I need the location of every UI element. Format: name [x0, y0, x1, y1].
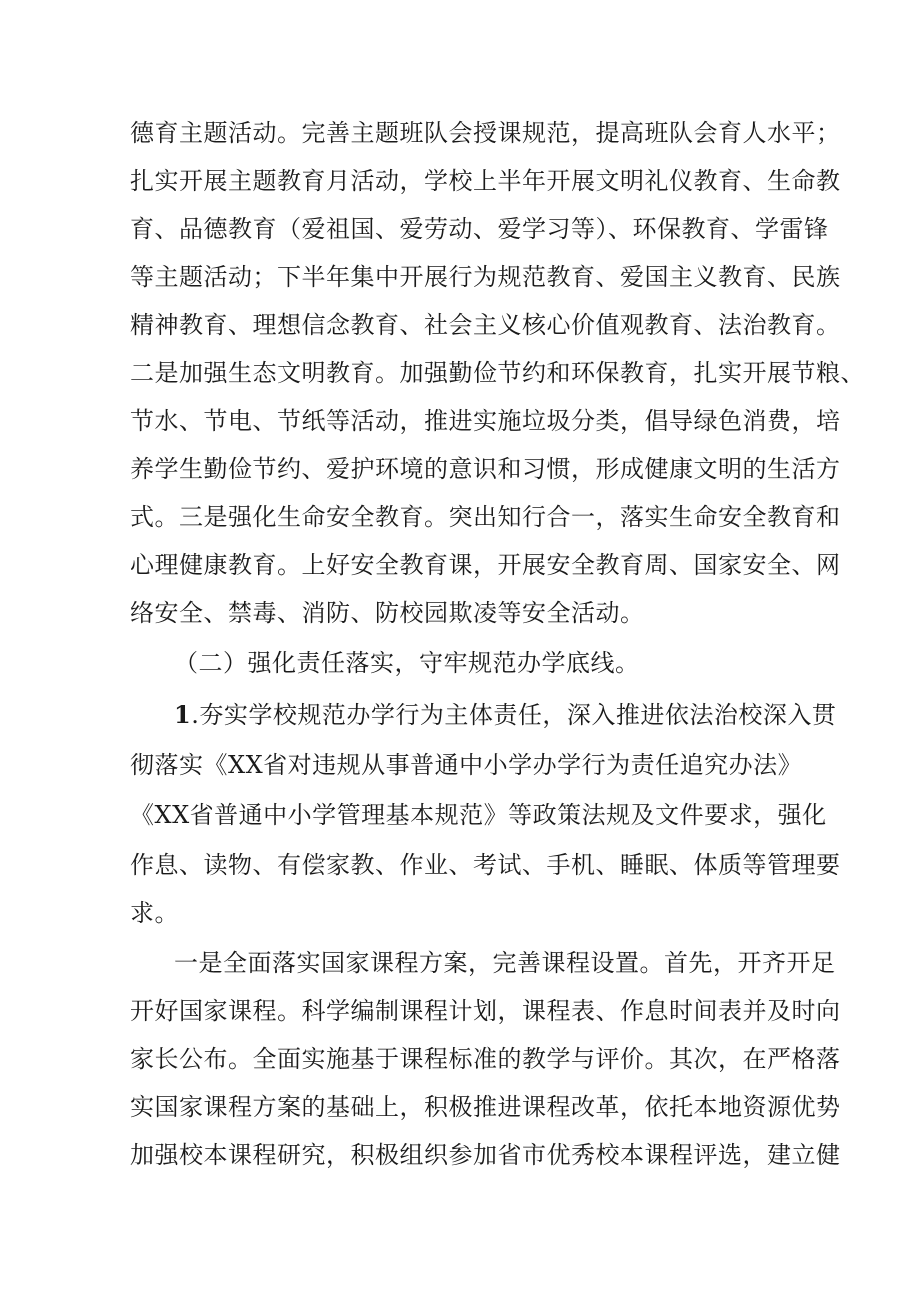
text-line: 《XX省普通中小学管理基本规范》等政策法规及文件要求，强化: [130, 801, 827, 829]
item-number: 1: [174, 700, 192, 729]
text-line: 实国家课程方案的基础上，积极推进课程改革，依托本地资源优势: [130, 1093, 841, 1121]
text-line: 式。三是强化生命安全教育。突出知行合一，落实生命安全教育和: [130, 503, 841, 531]
text-line: 育、品德教育（爱祖国、爱劳动、爱学习等）、环保教育、学雷锋: [130, 215, 829, 243]
text-line: 等主题活动；下半年集中开展行为规范教育、爱国主义教育、民族: [130, 263, 841, 291]
text-line: 二是加强生态文明教育。加强勤俭节约和环保教育，扎实开展节粮、: [130, 359, 865, 387]
text-line: 精神教育、理想信念教育、社会主义核心价值观教育、法治教育。: [130, 311, 841, 339]
text-line: 开好国家课程。科学编制课程计划，课程表、作息时间表并及时向: [130, 997, 841, 1025]
text-line: 德育主题活动。完善主题班队会授课规范，提高班队会育人水平；: [130, 119, 841, 147]
text-line: 养学生勤俭节约、爱护环境的意识和习惯，形成健康文明的生活方: [130, 455, 841, 483]
text-line: 心理健康教育。上好安全教育课，开展安全教育周、国家安全、网: [130, 551, 841, 579]
text-line: 络安全、禁毒、消防、防校园欺凌等安全活动。: [130, 599, 645, 627]
text-line: 家长公布。全面实施基于课程标准的教学与评价。其次，在严格落: [130, 1045, 841, 1073]
section-heading: （二）强化责任落实，守牢规范办学底线。: [174, 649, 640, 677]
item-1-first-line: [174, 700, 837, 730]
item-text: .夯实学校规范办学行为主体责任，深入推进依法治校深入贯: [191, 701, 837, 729]
paragraph-first-line: 一是全面落实国家课程方案，完善课程设置。首先，开齐开足: [174, 949, 836, 977]
text-line: 扎实开展主题教育月活动，学校上半年开展文明礼仪教育、生命教: [130, 167, 841, 195]
text-line: 彻落实《XX省对违规从事普通中小学办学行为责任追究办法》: [130, 751, 803, 779]
text-line: 节水、节电、节纸等活动，推进实施垃圾分类，倡导绿色消费，培: [130, 407, 841, 435]
text-line: 作息、读物、有偿家教、作业、考试、手机、睡眠、体质等管理要: [130, 851, 841, 879]
text-line: 求。: [130, 899, 179, 927]
text-line: 加强校本课程研究，积极组织参加省市优秀校本课程评选，建立健: [130, 1141, 841, 1169]
